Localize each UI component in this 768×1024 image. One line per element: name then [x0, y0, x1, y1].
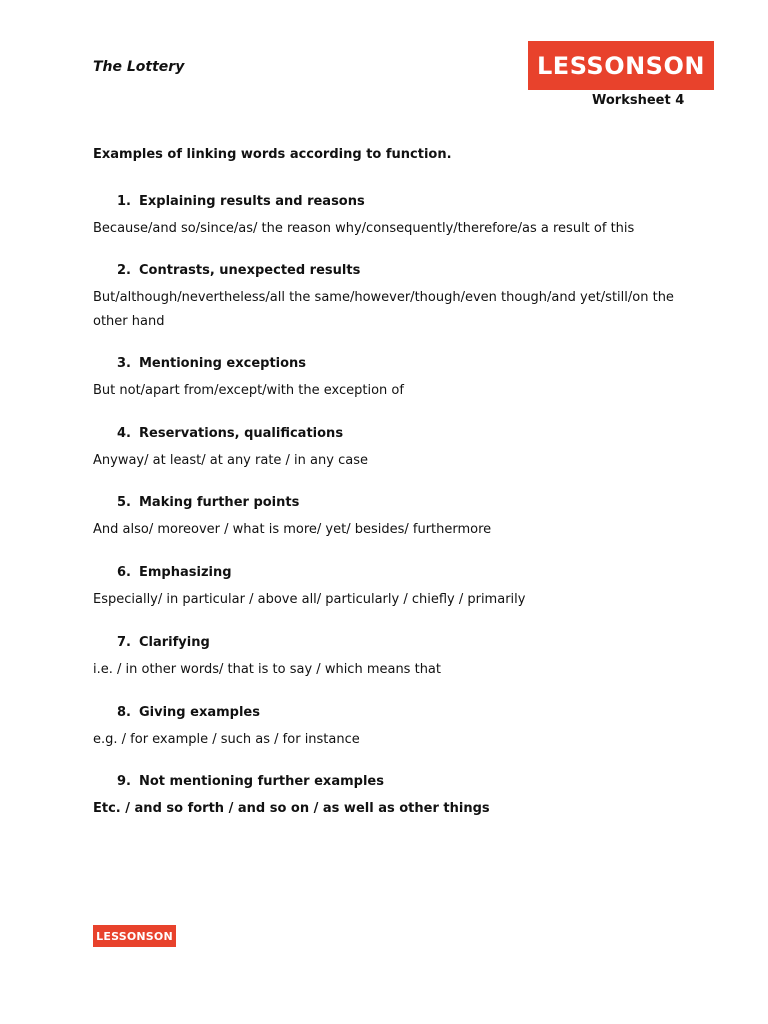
item-title: Giving examples	[139, 705, 260, 720]
item-heading	[93, 426, 683, 449]
item-title: Contrasts, unexpected results	[139, 263, 361, 278]
item-number: 2.	[117, 263, 131, 278]
item-number: 1.	[117, 194, 131, 209]
item-title: Reservations, qualifications	[139, 426, 344, 441]
document-title: The Lottery	[93, 59, 185, 75]
intro-heading: Examples of linking words according to function.	[93, 147, 452, 162]
item-heading	[93, 565, 683, 588]
item-number: 6.	[117, 565, 131, 580]
item-title: Making further points	[139, 495, 300, 510]
list-item	[93, 565, 683, 612]
item-heading	[93, 194, 683, 217]
footer-logo-text: LESSONSON	[96, 929, 173, 943]
item-heading	[93, 774, 683, 797]
lessonson-logo	[528, 41, 714, 90]
logo-text: LESSONSON	[537, 51, 705, 80]
item-title: Not mentioning further examples	[139, 774, 384, 789]
item-title: Mentioning exceptions	[139, 356, 307, 371]
footer-logo	[93, 925, 176, 947]
item-number: 4.	[117, 426, 131, 441]
item-heading	[93, 495, 683, 518]
item-heading	[93, 635, 683, 658]
item-title: Explaining results and reasons	[139, 194, 365, 209]
item-body: Anyway/ at least/ at any rate / in any case	[93, 453, 368, 468]
item-number: 8.	[117, 705, 131, 720]
item-body: Especially/ in particular / above all/ particularly / chiefly / primarily	[93, 592, 526, 607]
item-body: But/although/nevertheless/all the same/however/though/even though/and yet/still/on the other hand	[93, 290, 674, 329]
item-title: Emphasizing	[139, 565, 232, 580]
item-body: Etc. / and so forth / and so on / as well as other things	[93, 801, 490, 816]
list-item	[93, 705, 683, 752]
item-number: 9.	[117, 774, 131, 789]
item-body: Because/and so/since/as/ the reason why/consequently/therefore/as a result of this	[93, 221, 635, 236]
item-heading	[93, 705, 683, 728]
item-body: And also/ moreover / what is more/ yet/ besides/ furthermore	[93, 522, 492, 537]
item-number: 3.	[117, 356, 131, 371]
item-body: i.e. / in other words/ that is to say / which means that	[93, 662, 441, 677]
list-item	[93, 194, 683, 241]
item-heading	[93, 356, 683, 379]
item-number: 5.	[117, 495, 131, 510]
list-item	[93, 774, 683, 821]
list-item	[93, 263, 683, 334]
list-item	[93, 356, 683, 403]
worksheet-label: Worksheet 4	[592, 93, 685, 108]
list-item	[93, 495, 683, 542]
item-heading	[93, 263, 683, 286]
list-item	[93, 426, 683, 473]
item-number: 7.	[117, 635, 131, 650]
list-item	[93, 635, 683, 682]
item-body: But not/apart from/except/with the exception of	[93, 383, 404, 398]
item-title: Clarifying	[139, 635, 210, 650]
item-body: e.g. / for example / such as / for instance	[93, 732, 360, 747]
